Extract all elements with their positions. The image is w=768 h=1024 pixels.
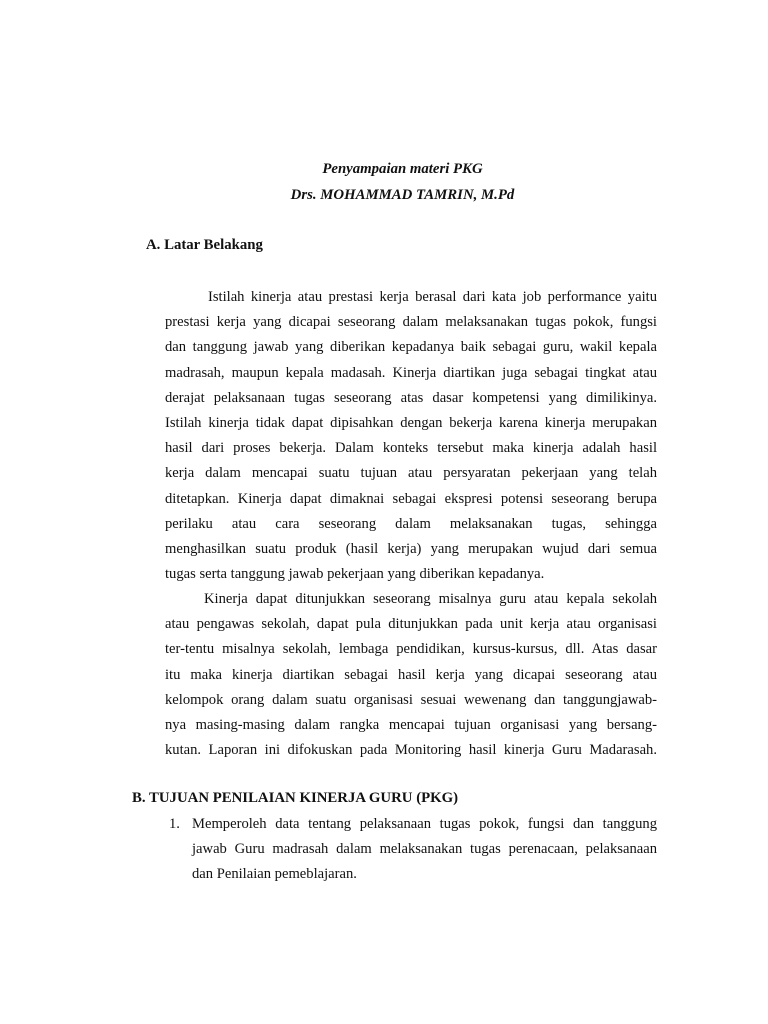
paragraph-line: menghasilkan suatu produk (hasil kerja) yang merupakan wujud dari semua: [165, 540, 657, 557]
paragraph-line: kelompok orang dalam suatu organisasi sesuai wewenang dan tanggungjawab-: [165, 691, 657, 708]
paragraph-line: Kinerja dapat ditunjukkan seseorang misalnya guru atau kepala sekolah: [204, 591, 657, 607]
paragraph-line: derajat pelaksanaan tugas seseorang atas dasar kompetensi yang dimilikinya.: [165, 389, 657, 406]
paragraph-line: itu maka kinerja diartikan sebagai hasil kerja yang dicapai seseorang atau: [165, 666, 657, 683]
paragraph-line: perilaku atau cara seseorang dalam melaksanakan tugas, sehingga: [165, 515, 657, 532]
section-a-paragraph-2: [165, 587, 657, 763]
paragraph-line: hasil dari proses bekerja. Dalam konteks tersebut maka kinerja adalah hasil: [165, 440, 657, 457]
paragraph-line: prestasi kerja yang dicapai seseorang dalam melaksanakan tugas pokok, fungsi: [165, 314, 657, 331]
paragraph-line: ter-tentu misalnya sekolah, lembaga pendidikan, kursus-kursus, dll. Atas dasar: [165, 641, 657, 658]
document-author: Drs. MOHAMMAD TAMRIN, M.Pd: [290, 187, 515, 203]
list-item-line: dan Penilaian pemeblajaran.: [192, 866, 357, 883]
paragraph-line: dan tanggung jawab yang diberikan kepadanya baik sebagai guru, wakil kepala: [165, 339, 657, 356]
paragraph-line: nya masing-masing dalam rangka mencapai tujuan organisasi yang bersang-: [165, 716, 657, 733]
paragraph-line: kutan. Laporan ini difokuskan pada Monitoring hasil kinerja Guru Madarasah.: [165, 742, 657, 759]
list-item: [165, 812, 657, 888]
paragraph-line: tugas serta tanggung jawab pekerjaan yang diberikan kepadanya.: [165, 566, 545, 583]
section-a-paragraph-1: [165, 285, 657, 587]
paragraph-line: kerja dalam mencapai suatu tujuan atau persyaratan pekerjaan yang telah: [165, 465, 657, 482]
paragraph-line: madrasah, maupun kepala madasah. Kinerja diartikan juga sebagai tingkat atau: [165, 364, 657, 381]
paragraph-line: Istilah kinerja atau prestasi kerja berasal dari kata job performance yaitu: [208, 289, 657, 305]
list-item-line: jawab Guru madrasah dalam melaksanakan tugas perenacaan, pelaksanaan: [192, 841, 657, 858]
paragraph-line: atau pengawas sekolah, dapat pula ditunjukkan pada unit kerja atau organisasi: [165, 616, 657, 633]
section-a-heading: A. Latar Belakang: [146, 237, 263, 253]
section-b-list: [165, 812, 657, 888]
paragraph-line: ditetapkan. Kinerja dapat dimaknai sebagai ekspresi potensi seseorang berupa: [165, 490, 657, 507]
document-title: Penyampaian materi PKG: [322, 161, 483, 177]
list-item-line: Memperoleh data tentang pelaksanaan tugas pokok, fungsi dan tanggung: [192, 816, 657, 832]
section-b-heading: B. TUJUAN PENILAIAN KINERJA GURU (PKG): [132, 790, 459, 806]
paragraph-line: Istilah kinerja tidak dapat dipisahkan dengan bekerja karena kinerja merupakan: [165, 414, 657, 431]
list-item-number: 1.: [169, 816, 180, 832]
list-item-text: [192, 812, 657, 888]
